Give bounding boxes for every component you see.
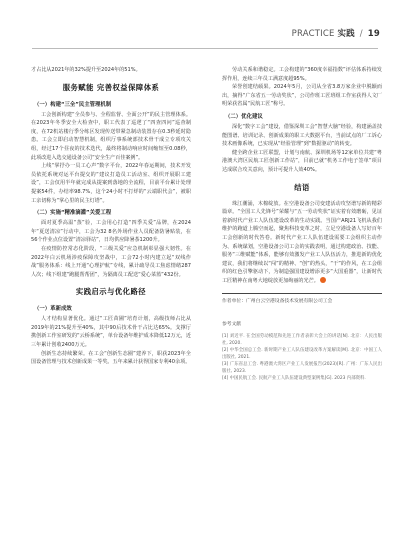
reference-item: [1] 刘近平. 在全国劳动模范和先进工作者表彰大会上的讲话[N]. 北京：人民出版社, 2020. <box>222 333 382 346</box>
section-label-en: PRACTICE <box>291 29 335 39</box>
references-title: 参考文献 <box>222 322 242 328</box>
section-heading: 结语 <box>294 182 310 192</box>
subsection-heading: （二）优化建议 <box>225 113 263 120</box>
left-column <box>31 66 191 367</box>
paragraph: 健全跨企业工匠联盟，计划与南航、深圳机场等12家单位共建“粤港澳大湾区民航工匠创新工作站”，目前已就“机务工作电子签单”项目达成联合攻关意向，预计可提升人效40%。 <box>222 149 382 173</box>
subsection-heading: （一）构建“三全”民主管理机制 <box>34 101 112 108</box>
author-affiliation: 作者单位：广州白云空港设备技术发展有限公司工会 <box>222 299 333 305</box>
paragraph: 工会创新构建“全员参与、全程监督、全面公开”的民主管理体系。在2023年冬季安全大检查中，职工代表了巡逻了“四查四问”巡查制度，在72机站楼行季分练区发现传送带紧急制动装置存在0.3秒延时隐患。工会立即启动智慧机制，组织厅事系统部技术骨干成立专项攻关组，经过17个昼夜的技术迭代，最终将制动响应时间缩短至0.08秒，此项改进入选交通设备公司“安全生产百佳案例”。 <box>31 111 191 161</box>
paragraph: 才占比从2021年的32%提升至2024年的51%。 <box>31 67 141 73</box>
paragraph: 在疫情防控常态化阶段，“三级关爱”应急机制彰显强大韧性。在2022年白云机场涉疫保障攻坚战中，工会72小时内建立起“双线作战”服务体系：线上开通“心理护航”专线，累计疏导员工焦虑情绪287人次；线下组建“跑腿帮帮团”，为隔离员工配送“爱心菜篮”432份。 <box>31 245 191 278</box>
section-label-cn: 实践 <box>337 29 355 39</box>
right-column <box>222 66 382 382</box>
subsection-heading: （一）革新成效 <box>34 306 72 313</box>
reference-item: [2] 中华全国总工会. 新时期产业工人队伍建设改革方案解读[M]. 北京：中国工人出版社, 2021. <box>222 347 382 360</box>
paragraph: 面对夏季高温“蒸”验，工会用心打造“四季关爱”品牌，在2024年“夏送清凉”行动中，工会为32 8名外场作业人员配备防暑贴装，在56个作业点位设置“清凉驿站”，日均供应降暑茶1200升。 <box>31 220 191 244</box>
page-header <box>0 0 410 44</box>
article-end-icon <box>320 277 326 283</box>
header-separator: / <box>359 29 363 39</box>
paragraph: 上线“掌抒办一员工心声”数字平台，2022年春运期间，技术开发员依托系统对运平台提交的“建议打造员工活动室、组织开展职工建设”，工会仅用半年就完成从提案到落地的全流程，目前平台累计处理提案54件，办结率98.7%，这个24小时不打烊的“云端职代会”，被职工亲切称为“掌心里的民主灯塔”。 <box>31 163 191 204</box>
subsection-heading: （二）实施“精准滴灌”关爱工程 <box>34 210 112 217</box>
paragraph: 荣誉创建结硕果。2024年5月，公司从全省3.8万家企业中脱颖而出，摘得“广东省五一劳动奖状”，公司作班工匠班组工作室获得人文厂明荣获省属“民航工匠”称号。 <box>222 84 382 108</box>
section-heading: 实践启示与优化路径 <box>75 287 147 297</box>
closing-text: 珠江潮涌，木棉绽放。在空港设备公司变建活动攻坚谱写新的精彩篇章。“全国工人先锋号”荣耀与“五一劳动奖状”证实着有效磨砺，见证着新时代产业工人队伍建设改革的生动实践。当国产ARJ21飞机从我们维护的跑道上腾空而起，聚焦科技变革之时，立足空港设备人写好百年工会创新的时代答卷。新时代产业工人队伍建设需要工会组织主动作为、系统谋划，空港设备公司工会的实践表明，通过构建政治、技能、服务“三维赋能”体系，能够有效激发产业工人队伍活力，推进新的优化建议，我们将继续以“闯”的精神、“创”的热头，“干”的作风，在工会组织的红色引擎驱动下，为制造强国建设增添更多“大国重器”，让新时代工匠精神在南粤大地绽放更加绚丽的光芒。 <box>222 200 382 284</box>
section-heading: 服务赋能 完善权益保障体系 <box>62 82 160 92</box>
paragraph <box>222 200 382 286</box>
footnote-rule <box>222 293 382 294</box>
running-head <box>292 27 380 39</box>
reference-item: [3] 广东省总工会. 粤港澳大湾区产业工人发展报告(2023)[R]. 广州：广东人民出版社, 2023. <box>222 362 382 375</box>
header-rule <box>32 48 378 49</box>
paragraph: 劳动关系和谐稳定。工会构建的“360度幸福指数”评估体系持续发挥作用，连续三年员工满意度超95%。 <box>222 67 382 82</box>
paragraph: 深化“数字工会”建设，借鉴深圳工会“智慧大脑”经验，构建涵盖技能图谱、培训记录、创新成果的职工大数据平台，当前试点的厂工诉心技术画像系统，已实现从“经验管理”到“数据驱动”的转变。 <box>222 123 382 148</box>
paragraph: 创新生态持续繁荣。在工会“创新生态圈”建养下，职获2023年全国设备管理与技术创新成果一等奖。五年来累计获得国家专利40余项。 <box>31 350 191 366</box>
paragraph: 人才结构显著优化。通过“工匠苗圃”培育计划，高级技师占比从2019年的21%提升至40%，其中90后技术骨干占比达65%。支撑厅携创新工作室研发的“云桥系统”，单台设备年维护成本降低12万元，近三年累计创收2400万元。 <box>31 316 191 349</box>
page-number: 19 <box>367 29 380 39</box>
reference-item: [4] 中国民航工会. 民航产业工人队伍建设典型案例集[G]. 2023 内部资料. <box>222 376 366 382</box>
